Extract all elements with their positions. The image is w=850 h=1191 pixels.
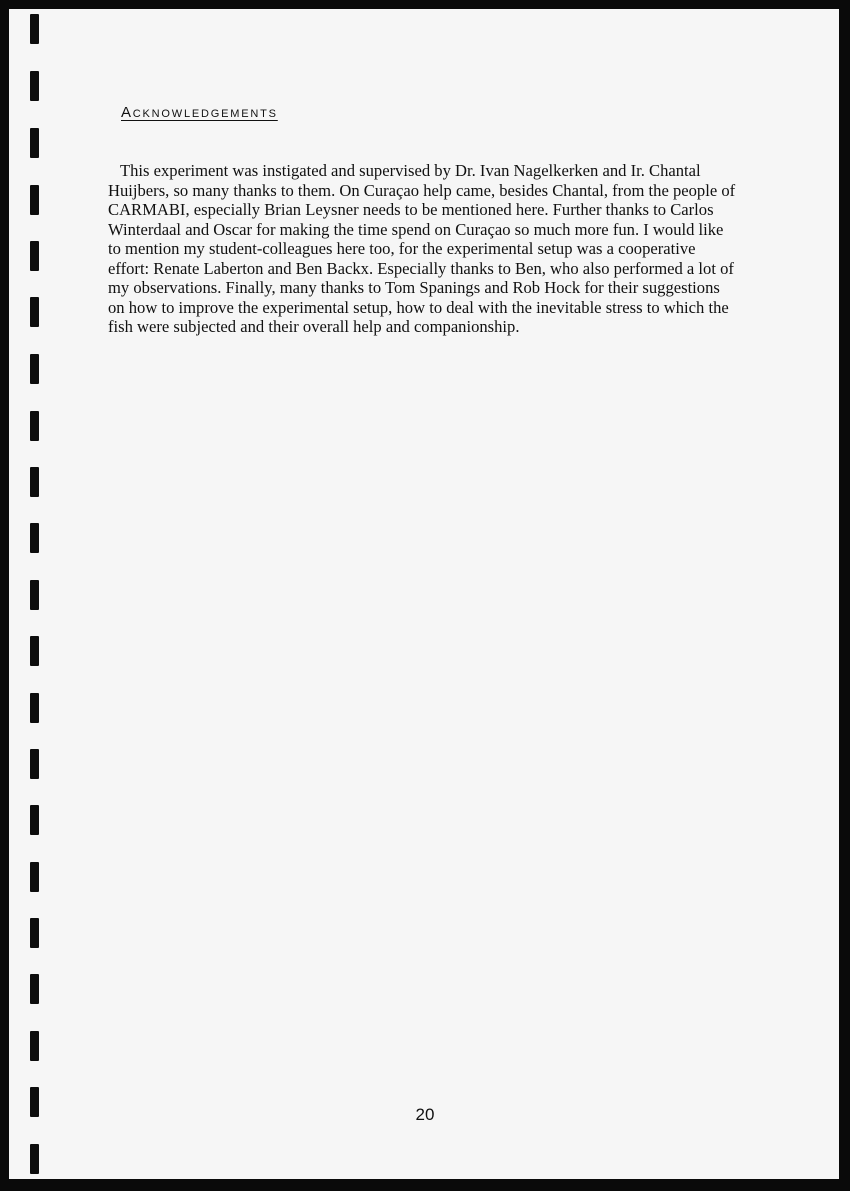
binding-hole — [30, 71, 39, 101]
binding-holes — [30, 8, 42, 1178]
binding-hole — [30, 523, 39, 553]
section-heading: Acknowledgements — [121, 104, 278, 121]
binding-hole — [30, 241, 39, 271]
binding-hole — [30, 749, 39, 779]
paragraph-line: on how to improve the experimental setup, how to deal with the inevitable stress to which the — [108, 297, 729, 317]
binding-hole — [30, 185, 39, 215]
paragraph-line: CARMABI, especially Brian Leysner needs to be mentioned here. Further thanks to Carlos — [108, 200, 714, 219]
paragraph-line: This experiment was instigated and supervised by Dr. Ivan Nagelkerken and Ir. Chantal — [120, 161, 701, 180]
paragraph-line: to mention my student-colleagues here too, for the experimental setup was a cooperative — [108, 239, 696, 258]
paragraph-line: my observations. Finally, many thanks to Tom Spanings and Rob Hock for their suggestions — [108, 278, 720, 297]
binding-hole — [30, 411, 39, 441]
binding-hole — [30, 805, 39, 835]
binding-hole — [30, 918, 39, 948]
binding-hole — [30, 14, 39, 44]
paragraph-line: effort: Renate Laberton and Ben Backx. Especially thanks to Ben, who also performed a lot of — [108, 258, 734, 278]
binding-hole — [30, 974, 39, 1004]
binding-hole — [30, 1031, 39, 1061]
acknowledgements-paragraph — [108, 161, 735, 337]
page-number: 20 — [415, 1105, 435, 1124]
binding-hole — [30, 1144, 39, 1174]
paragraph-line: Winterdaal and Oscar for making the time spend on Curaçao so much more fun. I would like — [108, 219, 724, 239]
binding-hole — [30, 636, 39, 666]
binding-hole — [30, 297, 39, 327]
binding-hole — [30, 693, 39, 723]
binding-hole — [30, 354, 39, 384]
binding-hole — [30, 862, 39, 892]
paragraph-line: Huijbers, so many thanks to them. On Curaçao help came, besides Chantal, from the people of — [108, 180, 736, 200]
binding-hole — [30, 580, 39, 610]
binding-hole — [30, 467, 39, 497]
paragraph-line: fish were subjected and their overall help and companionship. — [108, 317, 520, 336]
binding-hole — [30, 128, 39, 158]
